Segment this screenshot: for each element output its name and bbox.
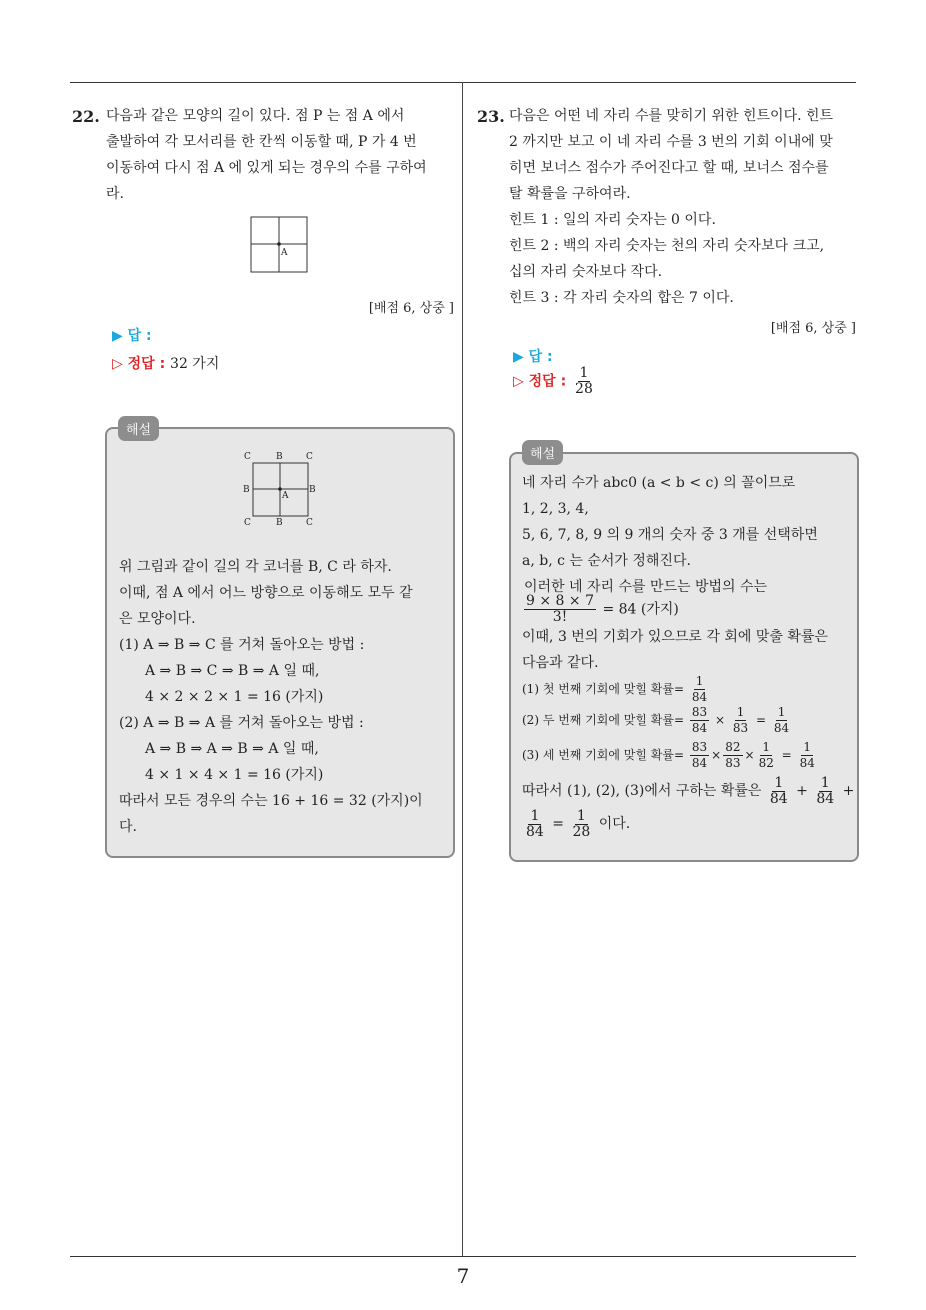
- corner-label: C: [306, 452, 313, 462]
- question-text: 다음은 어떤 네 자리 수를 맞히기 위한 힌트이다. 힌트 2 까지만 보고 이 네 자리 수를 3 번의 기회 이내에 맞 히면 보너스 점수가 주어진다고 할 때, 보너스 점수를 탈 확률을 구하여라. 힌트 1 : 일의 자리 숫자는 0 이다. 힌트 2 : 백의 자리 숫자는 천의 자리 숫자보다 크고, 십의 자리 숫자보다 작다. 힌트 3 : 각 자리 숫자의 합은 7 이다.: [509, 108, 834, 306]
- conclusion-line: 따라서 (1), (2), (3)에서 구하는 확률은 $\frac{1}{84}$ + $\frac{1}{84}$ +: [522, 774, 855, 807]
- corner-label: C: [244, 518, 251, 528]
- conclusion-line: $\frac{1}{84}$ = $\frac{1}{28}$ 이다.: [526, 807, 631, 840]
- correct-answer-value: 32 가지: [170, 356, 220, 372]
- explain-line: 4 × 1 × 4 × 1 = 16 (가지): [145, 767, 324, 783]
- score-info: [배점 6, 상중 ]: [368, 301, 454, 316]
- answer-label: ▶ 답 :: [112, 328, 152, 344]
- explain-combination: $\frac{9 \times 8 \times 7}{3!}$ = 84 (가지): [526, 593, 679, 625]
- explain-line: A ⇒ B ⇒ C ⇒ B ⇒ A 일 때,: [145, 663, 320, 679]
- corner-figure: [238, 448, 322, 532]
- explain-line: 5, 6, 7, 8, 9 의 9 개의 숫자 중 3 개를 선택하면: [522, 527, 818, 543]
- question-text: 다음과 같은 모양의 길이 있다. 점 P 는 점 A 에서 출발하여 각 모서리를 한 칸씩 이동할 때, P 가 4 번 이동하여 다시 점 A 에 있게 되는 경우의 수를 구하여 라.: [106, 108, 427, 202]
- corner-label: B: [243, 485, 250, 495]
- corner-label: B: [309, 485, 316, 495]
- explain-line: (1) A ⇒ B ⇒ C 를 거쳐 돌아오는 방법 :: [119, 637, 365, 653]
- explain-line: 따라서 모든 경우의 수는 16 + 16 = 32 (가지)이: [119, 793, 423, 809]
- question-number: 22.: [72, 107, 100, 126]
- explain-line: 이때, 점 A 에서 어느 방향으로 이동해도 모두 같: [119, 585, 413, 601]
- explain-line: 은 모양이다.: [119, 611, 196, 627]
- question-number: 23.: [477, 107, 505, 126]
- explain-line: 위 그림과 같이 길의 각 코너를 B, C 라 하자.: [119, 559, 392, 575]
- probability-3: (3) 세 번째 기회에 맞힐 확률= $\frac{83}{84}$ × $\frac{82}{83}$ × $\frac{1}{82}$ = $\frac{1}{84}$: [522, 740, 815, 770]
- column-divider: [462, 82, 463, 1256]
- probability-1: (1) 첫 번째 기회에 맞힐 확률= $\frac{1}{84}$: [522, 674, 708, 704]
- correct-answer-fraction: $\frac{1}{28}$: [575, 365, 593, 397]
- explain-line: 다음과 같다.: [522, 655, 599, 671]
- score-info: [배점 6, 상중 ]: [770, 321, 856, 336]
- explain-line: 이러한 네 자리 수를 만드는 방법의 수는: [524, 579, 768, 595]
- corner-label: B: [276, 452, 283, 462]
- path-figure: [250, 215, 310, 275]
- page-number: 7: [456, 1264, 470, 1288]
- corner-label: A: [282, 491, 289, 501]
- explain-line: (2) A ⇒ B ⇒ A 를 거쳐 돌아오는 방법 :: [119, 715, 364, 731]
- explain-line: 1, 2, 3, 4,: [522, 501, 589, 517]
- correct-answer-label: ▷ 정답 :: [112, 356, 166, 372]
- figure-label-a: A: [281, 248, 288, 258]
- correct-answer: [112, 353, 219, 373]
- explanation-tag: 해설: [522, 440, 563, 465]
- explain-line: 다.: [119, 819, 137, 835]
- bottom-rule: [70, 1256, 856, 1257]
- corner-label: B: [276, 518, 283, 528]
- explain-line: 이때, 3 번의 기회가 있으므로 각 회에 맞출 확률은: [522, 629, 828, 645]
- explain-line: a, b, c 는 순서가 정해진다.: [522, 553, 691, 569]
- explain-line: A ⇒ B ⇒ A ⇒ B ⇒ A 일 때,: [145, 741, 319, 757]
- corner-label: C: [244, 452, 251, 462]
- explain-line: 4 × 2 × 2 × 1 = 16 (가지): [145, 689, 324, 705]
- corner-label: C: [306, 518, 313, 528]
- explanation-tag: 해설: [118, 416, 159, 441]
- correct-answer: [513, 366, 597, 397]
- answer-label: ▶ 답 :: [513, 349, 553, 365]
- correct-answer-label: ▷ 정답 :: [513, 373, 567, 390]
- probability-2: (2) 두 번째 기회에 맞힐 확률= $\frac{83}{84}$ × $\frac{1}{83}$ = $\frac{1}{84}$: [522, 705, 790, 735]
- explain-line: 네 자리 수가 abc0 (a < b < c) 의 꼴이므로: [522, 475, 796, 491]
- top-rule: [70, 82, 856, 83]
